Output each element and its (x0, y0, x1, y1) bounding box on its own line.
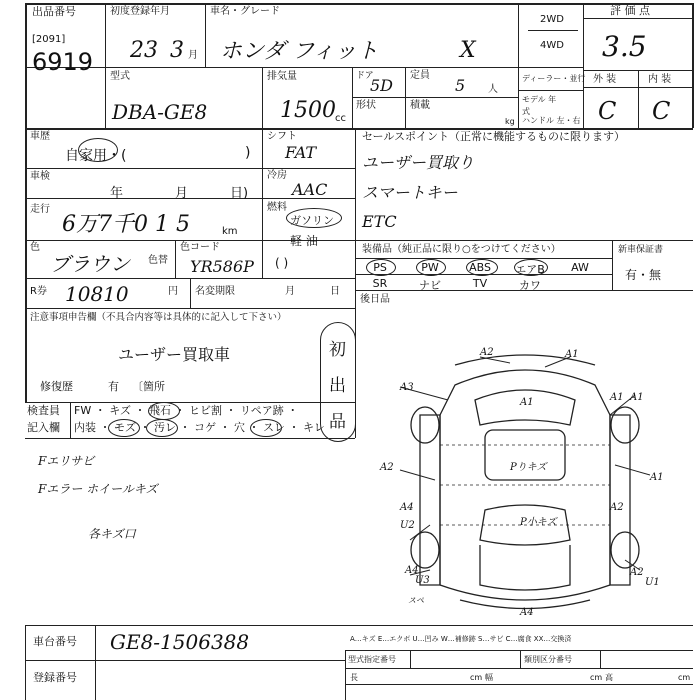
damage-legend: A…キズ E…エクボ U…凹み W…補修跡 S…サビ C…腐食 XX…交換済 (350, 635, 572, 643)
int-label: 内 装 (648, 74, 672, 85)
shift-label: シフト (267, 131, 297, 142)
name-change-day: 日 (330, 286, 340, 297)
displacement-label: 排気量 (267, 71, 297, 82)
ext-label: 外 装 (593, 74, 617, 85)
after-items-label: 後日品 (360, 294, 390, 305)
damage-label: A4 (400, 502, 414, 513)
mileage-value: 6万7千0 1 5 (62, 212, 190, 237)
equip-sr: SR (372, 277, 388, 290)
lot-number: 6919 (32, 48, 94, 76)
damage-label: A2 (610, 502, 624, 513)
inspector-note: Fエリサビ (38, 454, 95, 468)
inspector-circle (250, 419, 282, 437)
sales-item: スマートキー (362, 183, 458, 202)
cc-unit: cc (335, 113, 346, 124)
stamp-char: 初 (329, 340, 346, 360)
cert-label: 新車保証書 (618, 245, 664, 255)
car-name: ホンダ フィット (220, 39, 379, 64)
recycle-value: 10810 (65, 282, 129, 306)
dealer-label: ディーラー・並行 (522, 74, 586, 83)
lot-label: 出品番号 (32, 5, 76, 18)
history-label: 車歴 (30, 131, 50, 142)
equip-airbag: エアB (515, 263, 545, 276)
inspection-label: 車検 (30, 171, 50, 182)
inspector-circle (108, 419, 140, 437)
yen-unit: 円 (168, 286, 178, 297)
name-change-month: 月 (285, 286, 295, 297)
shape-label: 形状 (356, 100, 376, 111)
car-damage-diagram (360, 345, 690, 620)
color-code: YR586P (190, 257, 254, 276)
inspector-label: 検査員 (27, 404, 60, 417)
equip-abs: ABS (469, 261, 491, 274)
equip-tv: TV (472, 277, 488, 290)
capacity-label: 定員 (410, 70, 430, 81)
door-label: ドア (356, 71, 374, 81)
damage-label: A1 (630, 392, 644, 403)
equip-circle (416, 259, 446, 276)
damage-label: A1 (610, 392, 624, 403)
drive-2wd: 2WD (540, 14, 564, 25)
load-label: 積載 (410, 100, 430, 111)
sales-item: ETC (362, 212, 397, 231)
first-reg-month: 3 (170, 38, 184, 63)
grade: X (460, 38, 476, 63)
inspector-note: 各キズ口 (88, 527, 136, 541)
width-unit: cm (590, 673, 603, 682)
equip-leather: カワ (519, 279, 541, 292)
inspector-row2: 内装 ・ モズ ・ 汚レ ・ コゲ ・ 穴 ・ スレ ・ キレ (74, 421, 325, 434)
width-label: 幅 (485, 673, 493, 682)
color-change-label: 色替 (148, 255, 168, 266)
mileage-label: 走行 (30, 204, 50, 215)
equip-circle (466, 259, 498, 276)
type-label: 型式指定番号 (348, 655, 396, 664)
history-circle (78, 138, 118, 162)
inspection-year-unit: 年 (110, 186, 124, 201)
sales-item: ユーザー買取り (362, 153, 475, 172)
damage-label: A2 (480, 347, 494, 358)
name-change-label: 名変期限 (195, 286, 235, 297)
height-label: 高 (605, 673, 613, 682)
fuel-diesel: 軽 油 (290, 234, 318, 248)
notes-value: ユーザー買取車 (118, 345, 231, 364)
km-unit: km (222, 226, 238, 237)
chassis-label: 車台番号 (33, 635, 77, 648)
session-number: [2091] (32, 34, 66, 45)
month-unit: 月 (188, 50, 198, 61)
equip-ps: PS (373, 261, 387, 274)
equip-navi: ナビ (419, 279, 441, 292)
door-count: 5D (370, 76, 394, 95)
fuel-gas: ガソリン (290, 214, 334, 227)
fuel-circle (286, 208, 342, 228)
cooler-label: 冷房 (267, 170, 287, 181)
drive-4wd: 4WD (540, 40, 564, 51)
history-value: 自家用・( (65, 148, 127, 164)
equipment-label: 装備品（純正品に限り○をつけてください） (362, 244, 561, 255)
inspector-circle (148, 402, 180, 420)
damage-label: A2 (630, 567, 644, 578)
ext-grade: C (598, 97, 617, 125)
notes-label: 注意事項申告欄（不具合内容等は具体的に記入して下さい） (30, 312, 287, 323)
damage-label: A2 (380, 462, 394, 473)
damage-label: P小キズ (520, 517, 557, 528)
damage-label: A4 (405, 565, 419, 576)
height-unit: cm (678, 673, 691, 682)
damage-label: A1 (520, 397, 534, 408)
length-unit: cm (470, 673, 483, 682)
class-label: 類別区分番号 (524, 655, 572, 664)
model-year-label: モデル 年式 (522, 95, 557, 116)
first-listing-stamp (320, 322, 356, 442)
inspector-note: Fエラー ホイールキズ (38, 482, 158, 496)
inspector-label: 記入欄 (27, 421, 60, 434)
model-label: 型式 (110, 71, 130, 82)
first-reg-label: 初度登録年月 (110, 6, 170, 17)
car-name-label: 車名・グレード (210, 6, 280, 17)
registration-label: 登録番号 (33, 671, 77, 684)
chassis-number: GE8-1506388 (110, 630, 250, 654)
damage-label: U2 (400, 520, 415, 531)
rating-value: 3.5 (602, 30, 647, 63)
length-label: 長 (350, 673, 358, 682)
cooler-value: AAC (292, 180, 328, 199)
recycle-label: R券 (30, 286, 47, 297)
sales-label: セールスポイント（正常に機能するものに限ります） (362, 130, 626, 143)
inspector-circle (146, 419, 178, 437)
equip-aw: AW (571, 261, 589, 274)
history-close: ) (245, 145, 251, 161)
inspection-day-unit: 日) (230, 186, 249, 201)
inspection-month-unit: 月 (175, 186, 189, 201)
damage-label: A3 (400, 382, 414, 393)
first-reg-year: 23 (130, 38, 158, 63)
cert-value: 有・無 (625, 268, 662, 282)
color-value: ブラウン (50, 252, 130, 276)
damage-label: Pりキズ (510, 462, 547, 473)
equip-circle (514, 259, 548, 276)
stamp-char: 品 (329, 412, 346, 432)
color-label: 色 (30, 242, 40, 253)
drive-divider (528, 30, 578, 31)
capacity: 5 (455, 76, 466, 95)
color-code-label: 色コード (180, 242, 220, 253)
damage-label: U1 (645, 577, 660, 588)
handle-label: ハンドル 左・右 (522, 116, 581, 125)
repair-value: 有 (108, 380, 119, 393)
repair-label: 修復歴 (40, 380, 73, 393)
damage-label: U3 (415, 575, 430, 586)
damage-label: A1 (565, 349, 579, 360)
fuel-label: 燃料 (267, 202, 287, 213)
damage-label: A1 (650, 472, 664, 483)
stamp-char: 出 (329, 376, 346, 396)
model-code: DBA-GE8 (112, 100, 208, 124)
rating-label: 評 価 点 (610, 4, 650, 17)
inspector-row1: FW ・ キズ ・ 飛石 ・ ヒビ割 ・ リペア跡 ・ (74, 404, 299, 417)
displacement: 1500 (280, 98, 336, 123)
damage-label: A4 (520, 607, 534, 618)
equip-circle (366, 259, 396, 276)
repair-suffix: 〔箇所 (132, 380, 165, 393)
equip-pw: PW (421, 261, 439, 274)
shift-value: FAT (285, 143, 317, 162)
int-grade: C (652, 97, 671, 125)
damage-label: スペ (408, 596, 424, 605)
fuel-paren: ( ) (275, 256, 289, 270)
person-unit: 人 (488, 84, 498, 95)
kg-unit: kg (505, 117, 515, 126)
